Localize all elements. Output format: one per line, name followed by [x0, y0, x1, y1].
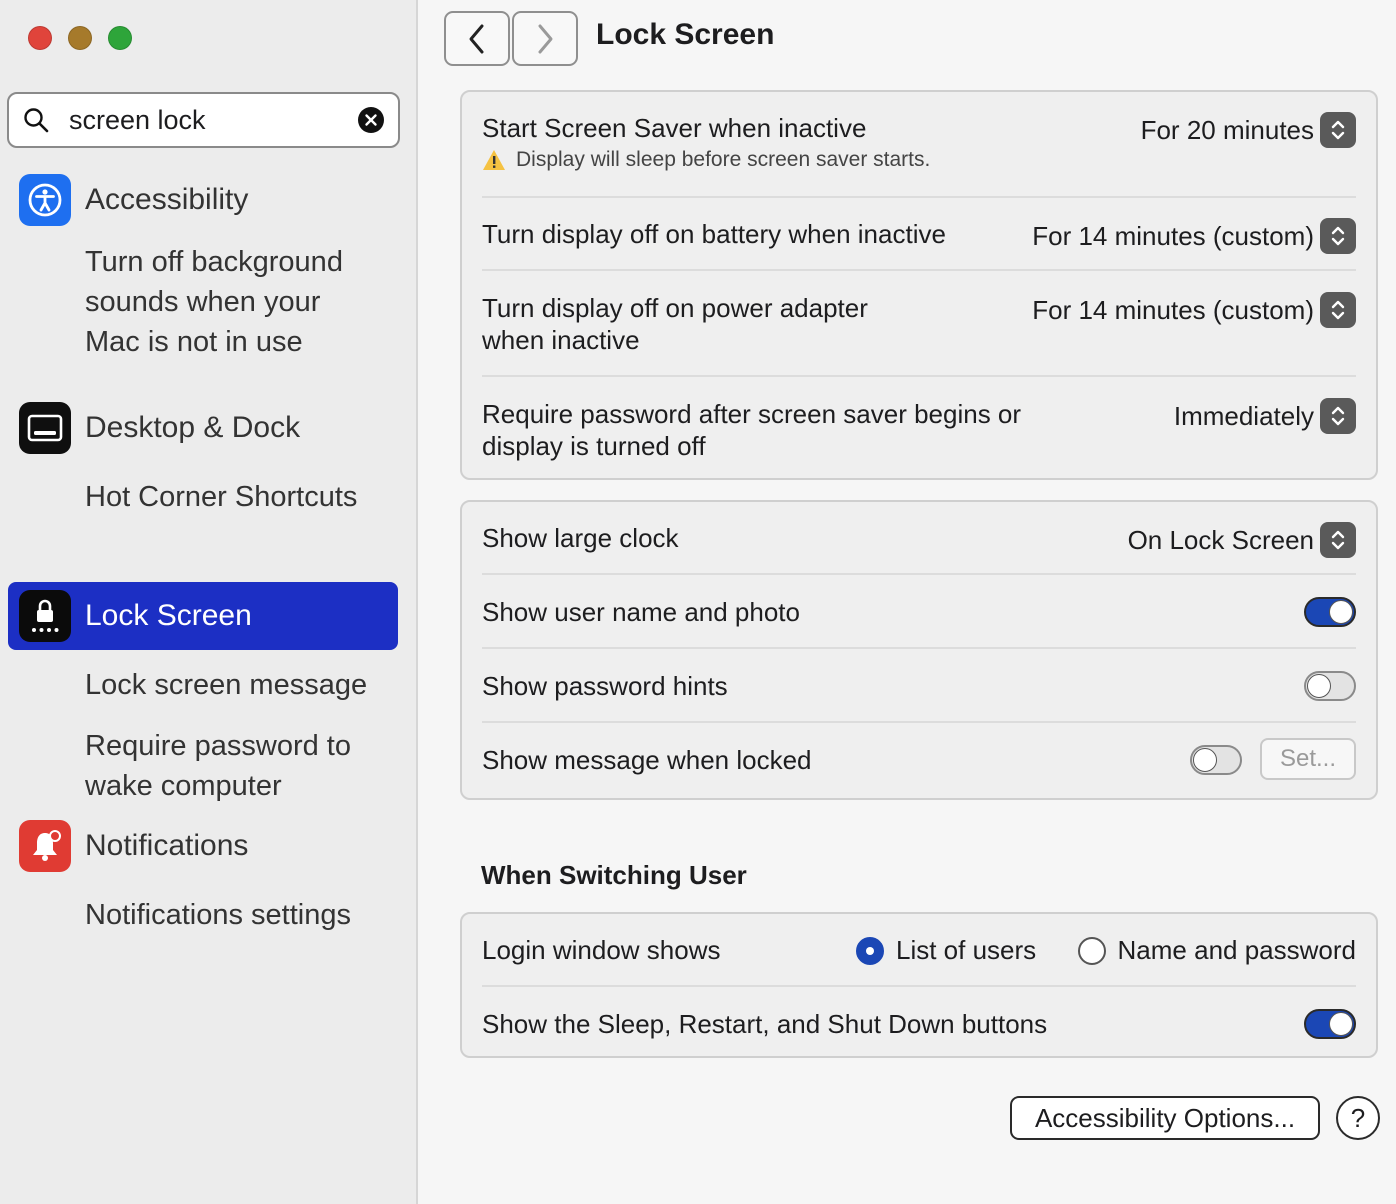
- section-title-switching-user: When Switching User: [481, 860, 747, 890]
- popup-value: For 14 minutes (custom): [1032, 294, 1314, 325]
- sidebar-item-notifications[interactable]: [8, 813, 398, 879]
- page-title: Lock Screen: [596, 18, 775, 51]
- display-timing-group: [460, 90, 1378, 480]
- battery-popup[interactable]: [1032, 218, 1356, 254]
- sidebar-item-desktop-dock[interactable]: [8, 395, 398, 461]
- divider: [482, 721, 1356, 723]
- accessibility-icon: [19, 174, 71, 226]
- label-line: Require password after screen saver begins or: [482, 399, 1022, 429]
- up-down-chevron-icon: [1320, 522, 1356, 558]
- chevron-right-icon: [535, 23, 555, 55]
- window-controls: [28, 26, 132, 50]
- sub-line: Mac is not in use: [85, 326, 303, 358]
- large-clock-label: Show large clock: [482, 523, 679, 553]
- password-row: [482, 398, 1356, 462]
- help-button[interactable]: ?: [1336, 1096, 1380, 1140]
- password-hints-label: Show password hints: [482, 671, 728, 701]
- login-window-label: Login window shows: [482, 935, 721, 965]
- warning-icon: [482, 149, 506, 171]
- sub-line: Notifications settings: [85, 899, 351, 931]
- sub-line: Lock screen message: [85, 669, 368, 701]
- sidebar: [0, 0, 418, 1204]
- adapter-row: [482, 292, 1356, 356]
- sidebar-item-accessibility[interactable]: [8, 167, 398, 233]
- adapter-popup[interactable]: [1032, 292, 1356, 328]
- up-down-chevron-icon: [1320, 112, 1356, 148]
- search-input[interactable]: screen lock: [69, 104, 206, 135]
- screen-saver-label: Start Screen Saver when inactive: [482, 113, 867, 143]
- password-label: [482, 398, 1021, 462]
- divider: [482, 573, 1356, 575]
- sleep-buttons-toggle[interactable]: [1304, 1009, 1356, 1039]
- forward-button[interactable]: [512, 11, 578, 66]
- radio-button-checked[interactable]: [856, 937, 884, 965]
- popup-value: For 20 minutes: [1140, 114, 1314, 145]
- user-photo-toggle[interactable]: [1304, 597, 1356, 627]
- accessibility-options-button[interactable]: Accessibility Options...: [1010, 1096, 1320, 1140]
- sub-line: Require password to: [85, 730, 351, 762]
- sidebar-item-lock-screen[interactable]: [8, 582, 398, 650]
- desktop-dock-icon: [19, 402, 71, 454]
- sidebar-item-label: Lock Screen: [85, 599, 252, 632]
- search-result-notifications-settings[interactable]: [85, 895, 351, 935]
- popup-value: On Lock Screen: [1127, 524, 1314, 555]
- divider: [482, 269, 1356, 271]
- zoom-window-button[interactable]: [108, 26, 132, 50]
- search-icon: [23, 107, 49, 133]
- battery-label: Turn display off on battery when inactive: [482, 219, 946, 249]
- user-photo-row: [482, 596, 1356, 636]
- back-button[interactable]: [444, 11, 510, 66]
- clear-search-button[interactable]: [358, 107, 384, 133]
- radio-list-of-users[interactable]: [856, 935, 1036, 966]
- warning-text: Display will sleep before screen saver starts.: [516, 148, 931, 171]
- sleep-buttons-label: Show the Sleep, Restart, and Shut Down buttons: [482, 1009, 1048, 1039]
- divider: [482, 375, 1356, 377]
- adapter-label: [482, 292, 868, 356]
- close-icon: [365, 114, 377, 126]
- sub-line: wake computer: [85, 770, 282, 802]
- minimize-window-button[interactable]: [68, 26, 92, 50]
- sidebar-item-label: Desktop & Dock: [85, 411, 301, 444]
- toggle-knob: [1329, 1012, 1353, 1036]
- lock-screen-icon: [19, 590, 71, 642]
- sub-line: Hot Corner Shortcuts: [85, 481, 358, 513]
- toggle-knob: [1307, 674, 1331, 698]
- search-result-require-password-to-wake[interactable]: [85, 726, 351, 802]
- chevron-left-icon: [467, 23, 487, 55]
- sub-line: Turn off background: [85, 246, 343, 278]
- large-clock-popup[interactable]: [1128, 522, 1356, 558]
- up-down-chevron-icon: [1320, 398, 1356, 434]
- divider: [482, 196, 1356, 198]
- message-row: [482, 738, 1356, 784]
- sub-line: sounds when your: [85, 286, 321, 318]
- divider: [482, 985, 1356, 987]
- screen-saver-popup[interactable]: [1141, 112, 1356, 148]
- divider: [482, 647, 1356, 649]
- login-window-row: [482, 934, 1356, 974]
- search-result-lock-screen-message[interactable]: [85, 665, 367, 705]
- password-hints-row: [482, 670, 1356, 710]
- message-label: Show message when locked: [482, 745, 812, 775]
- password-hints-toggle[interactable]: [1304, 671, 1356, 701]
- radio-label: Name and password: [1117, 935, 1356, 965]
- main-pane: [420, 0, 1396, 1204]
- search-field[interactable]: [7, 92, 400, 148]
- screen-saver-row: [482, 112, 1356, 176]
- label-line: when inactive: [482, 325, 640, 355]
- toggle-knob: [1329, 600, 1353, 624]
- message-toggle[interactable]: [1190, 745, 1242, 775]
- sidebar-item-label: Accessibility: [85, 183, 249, 216]
- switching-user-group: [460, 912, 1378, 1058]
- battery-row: [482, 218, 1356, 258]
- large-clock-row: [482, 522, 1356, 562]
- close-window-button[interactable]: [28, 26, 52, 50]
- search-result-turn-off-background-sounds[interactable]: [85, 242, 343, 362]
- screen-saver-warning: [482, 148, 930, 172]
- lock-screen-display-group: [460, 500, 1378, 800]
- radio-name-and-password[interactable]: [1078, 935, 1356, 966]
- popup-value: For 14 minutes (custom): [1032, 220, 1314, 251]
- label-line: display is turned off: [482, 431, 706, 461]
- password-popup[interactable]: [1174, 398, 1356, 434]
- sleep-buttons-row: [482, 1008, 1356, 1048]
- popup-value: Immediately: [1173, 400, 1314, 431]
- radio-label: List of users: [896, 935, 1037, 965]
- label-line: Turn display off on power adapter: [482, 293, 868, 323]
- notifications-bell-icon: [19, 820, 71, 872]
- search-result-hot-corner-shortcuts[interactable]: [85, 477, 357, 517]
- toggle-knob: [1193, 748, 1217, 772]
- radio-button[interactable]: [1078, 937, 1106, 965]
- up-down-chevron-icon: [1320, 292, 1356, 328]
- set-message-button[interactable]: Set...: [1260, 738, 1356, 780]
- sidebar-item-label: Notifications: [85, 829, 249, 862]
- user-photo-label: Show user name and photo: [482, 597, 800, 627]
- up-down-chevron-icon: [1320, 218, 1356, 254]
